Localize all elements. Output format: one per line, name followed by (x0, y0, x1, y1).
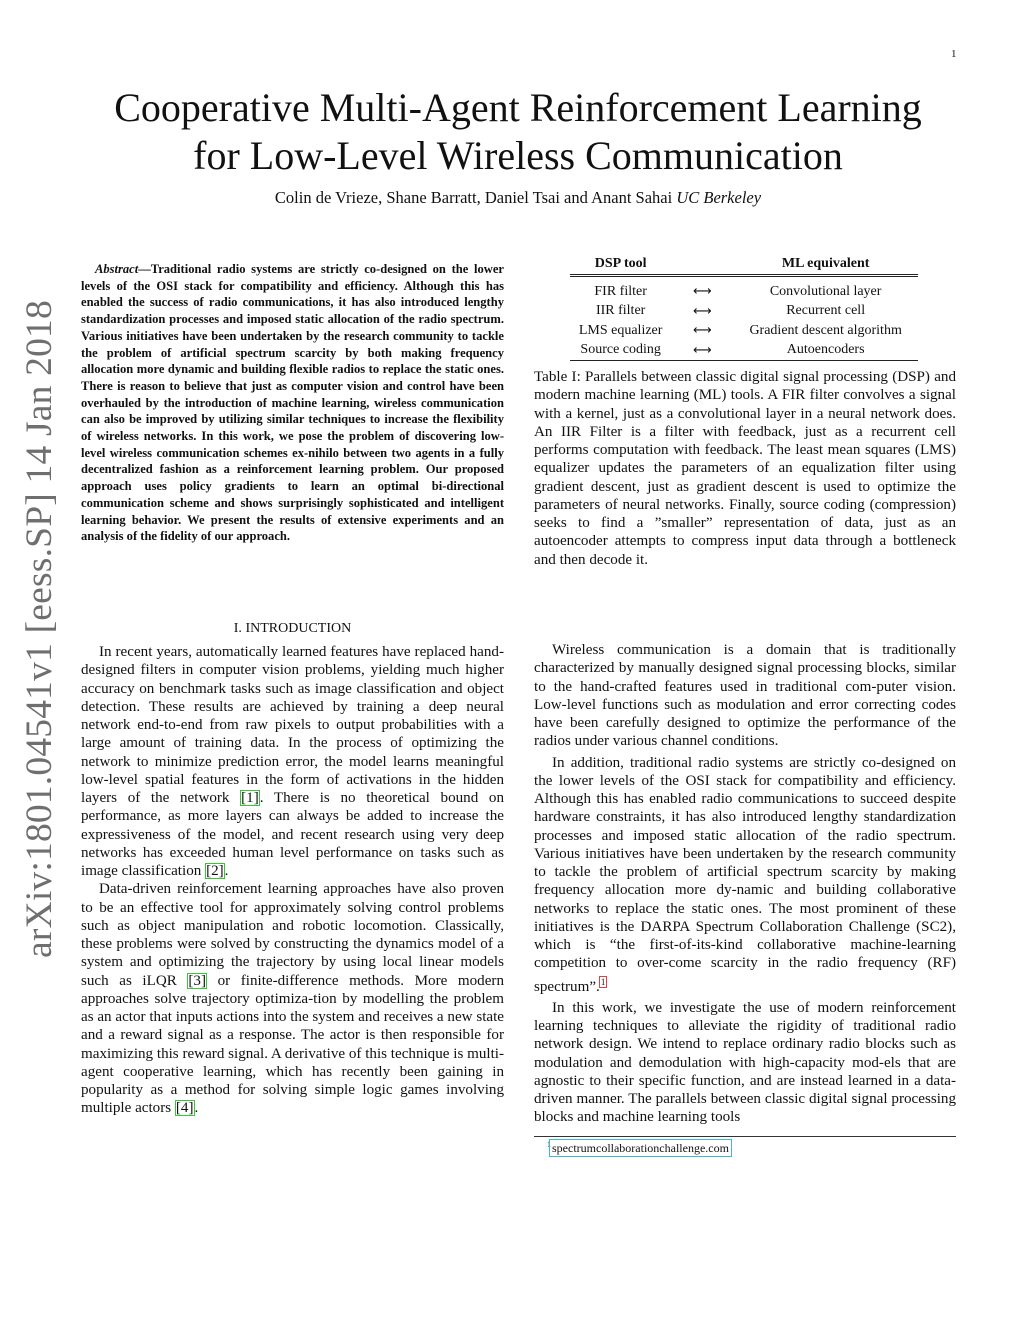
dsp-ml-table (570, 254, 918, 365)
citation-link-2[interactable]: [2] (206, 863, 224, 879)
intro-paragraph-2 (81, 880, 504, 1117)
intro-p2-text-a: Data-driven reinforcement learning approaches have also proven to be an effective tool for approximately solving control problems such as object manipulation and robotic locomotion. Classically, these problems were solved by constructing the dynamics model of a system and optimizing the trajectory by using local linear models such as iLQR (81, 881, 504, 989)
intro-p1-text-a: In recent years, automatically learned features have replaced hand-designed filters in computer vision problems, yielding much higher accuracy on benchmark tasks such as image classification and object detection. These results are achieved by training a deep neural network end-to-end from raw pixels to output probabilities with a large amount of training data. In the process of optimizing the network to minimize prediction error, the model learns meaningful low-level spatial features in the form of activations in the hidden layers of the network (81, 644, 504, 806)
table-caption: Table I: Parallels between classic digital signal processing (DSP) and modern machine learning (ML) tools. A FIR filter convolves a signal with a kernel, just as a convolutional layer in a neural network does. An IIR Filter is a filter with feedback, just as a recurrent cell performs computation with feedback. The least mean squares (LMS) equalizer updates the parameters of an equalization filter using gradient descent, just as gradient descent is used to optimize the parameters of neural networks. Finally, source coding (compression) seeks to find a ”smaller” representation of data, just as an autoencoder attempts to compress input data through a bottleneck and then decode it. (534, 369, 956, 568)
footnote-divider (534, 1136, 956, 1137)
table-cell-ml: Recurrent cell (786, 303, 866, 319)
table-cell-ml: Autoencoders (786, 342, 865, 358)
table-cell-dsp: LMS equalizer (578, 322, 663, 338)
title-line-1: Cooperative Multi-Agent Reinforcement Learning (114, 85, 922, 130)
citation-link-1[interactable]: [1] (241, 790, 259, 806)
affiliation: UC Berkeley (676, 188, 762, 207)
double-arrow-icon: ⟷ (692, 342, 712, 358)
table-cell-dsp: FIR filter (594, 283, 647, 299)
intro-p1-text-c: . (224, 863, 229, 879)
table-bottom-rule (570, 360, 918, 365)
footnote-mark-link[interactable]: 1 (600, 976, 606, 987)
authors: Colin de Vrieze, Shane Barratt, Daniel Tsai and Anant Sahai (274, 188, 673, 207)
body-paragraph-wireless: Wireless communication is a domain that is traditionally characterized by manually designed signal processing blocks, similar to the hand-crafted features used in traditional com-puter vision. Low-level functions such as modulation and error correcting codes have been carefully designed to optimize the performance of the radios under various channel conditions. (534, 642, 956, 750)
arxiv-stamp[interactable]: arXiv:1801.04541v1 [eess.SP] 14 Jan 2018 (19, 300, 60, 958)
table-cell-ml: Gradient descent algorithm (749, 322, 902, 338)
table-cell-dsp: IIR filter (595, 303, 646, 319)
section-heading-introduction (81, 621, 504, 637)
table-row (570, 276, 918, 302)
table-cell-ml: Convolutional layer (769, 283, 882, 299)
table-row (570, 341, 918, 361)
double-arrow-icon: ⟷ (692, 323, 712, 339)
citation-link-3[interactable]: [3] (188, 972, 206, 989)
osi-paragraph-text: In addition, traditional radio systems are strictly co-designed on the lower levels of the OSI stack for compatibility and efficiency. Although this has enabled radio communications to succeed despite hardware constraints, it has also introduced lengthy standardization processes and imposed static allocation of the radio spectrum. Various initiatives have been undertaken by the research community to tackle the problem of artificial spectrum scarcity by making frequency allocation more dy-namic and building collaborative networks to replace the static ones. The most prominent of these initiatives is the DARPA Spectrum Collaboration Challenge (SC2), which is “the first-of-its-kind collaborative machine-learning competition to over-come scarcity in the radio frequency (RF) spectrum”. (534, 754, 956, 995)
left-column-body (81, 643, 504, 1118)
intro-p2-text-b: or finite-difference methods. More modern approaches solve trajectory optimiza-tion by modelling the problem as an actor that inputs actions into the system and receives a new state and a reward signal as a response. The actor is then responsible for maximizing this reward signal. A derivative of this technique is multi-agent cooperative learning, which has recently been gaining in popularity as a method for solving simple logic games involving multiple actors (81, 972, 504, 1117)
paper-title (60, 84, 976, 180)
table-header-dsp: DSP tool (570, 254, 671, 276)
double-arrow-icon: ⟷ (692, 284, 712, 300)
title-line-2: for Low-Level Wireless Communication (193, 133, 843, 178)
table-row (570, 321, 918, 341)
double-arrow-icon: ⟷ (692, 303, 712, 319)
body-paragraph-osi (534, 754, 956, 996)
table-cell-dsp: Source coding (580, 342, 661, 358)
page-number: 1 (951, 48, 957, 60)
section-numeral: I. (233, 621, 242, 636)
footnote-mark: 1 (547, 1140, 551, 1149)
section-title-rest: NTRODUCTION (250, 621, 352, 636)
section-first-letter: I (245, 621, 251, 636)
intro-p1-text-b: . There is no theoretical bound on performance, as more layers can always be added to increase the expressiveness of the model, and recent research using very deep networks has exceeded human level performance on tasks such as image classification (81, 790, 505, 879)
abstract (81, 261, 504, 545)
right-column-body (534, 641, 956, 1127)
intro-paragraph-1 (81, 643, 504, 880)
abstract-text: —Traditional radio systems are strictly co-designed on the lower levels of the OSI stack for compatibility and efficiency. Although this has enabled the success of radio communications, it has also introduced lengthy standardization processes and imposed static allocation of the radio spectrum. Various initiatives have been undertaken by the research community to tackle the problem of artificial spectrum scarcity by both making frequency allocation more dynamic and building flexible radios to replace the static ones. There is reason to believe that just as computer vision and control have been overhauled by the introduction of machine learning, wireless communication can also be improved by utilizing similar techniques to increase the flexibility of wireless networks. In this work, we pose the problem of discovering low-level wireless communication schemes ex-nihilo between two agents in a fully decentralized fashion as a reinforcement learning problem. Our proposed approach uses policy gradients to learn an optimal bi-directional communication scheme and shows surprisingly sophisticated and intelligent learning behavior. We present the results of extensive experiments and an analysis of the fidelity of our approach. (81, 262, 504, 544)
author-line (60, 188, 976, 208)
footnote (547, 1140, 730, 1156)
table-header-row (570, 254, 918, 276)
table-row (570, 302, 918, 322)
abstract-label: Abstract (95, 262, 139, 276)
citation-link-4[interactable]: [4] (175, 1100, 194, 1117)
body-paragraph-this-work: In this work, we investigate the use of modern reinforcement learning techniques to alleviate the rigidity of traditional radio network design. We intend to replace ordinary radio blocks such as modulation and demodulation with high-capacity mod-els that are agnostic to their specific function, and are instead learned in a data-driven manner. The parallels between classic digital signal processing blocks and machine learning tools (534, 999, 956, 1126)
table-header-ml: ML equivalent (733, 254, 918, 276)
intro-p2-text-c: . (194, 1100, 199, 1117)
footnote-url-link[interactable]: spectrumcollaborationchallenge.com (552, 1141, 729, 1155)
